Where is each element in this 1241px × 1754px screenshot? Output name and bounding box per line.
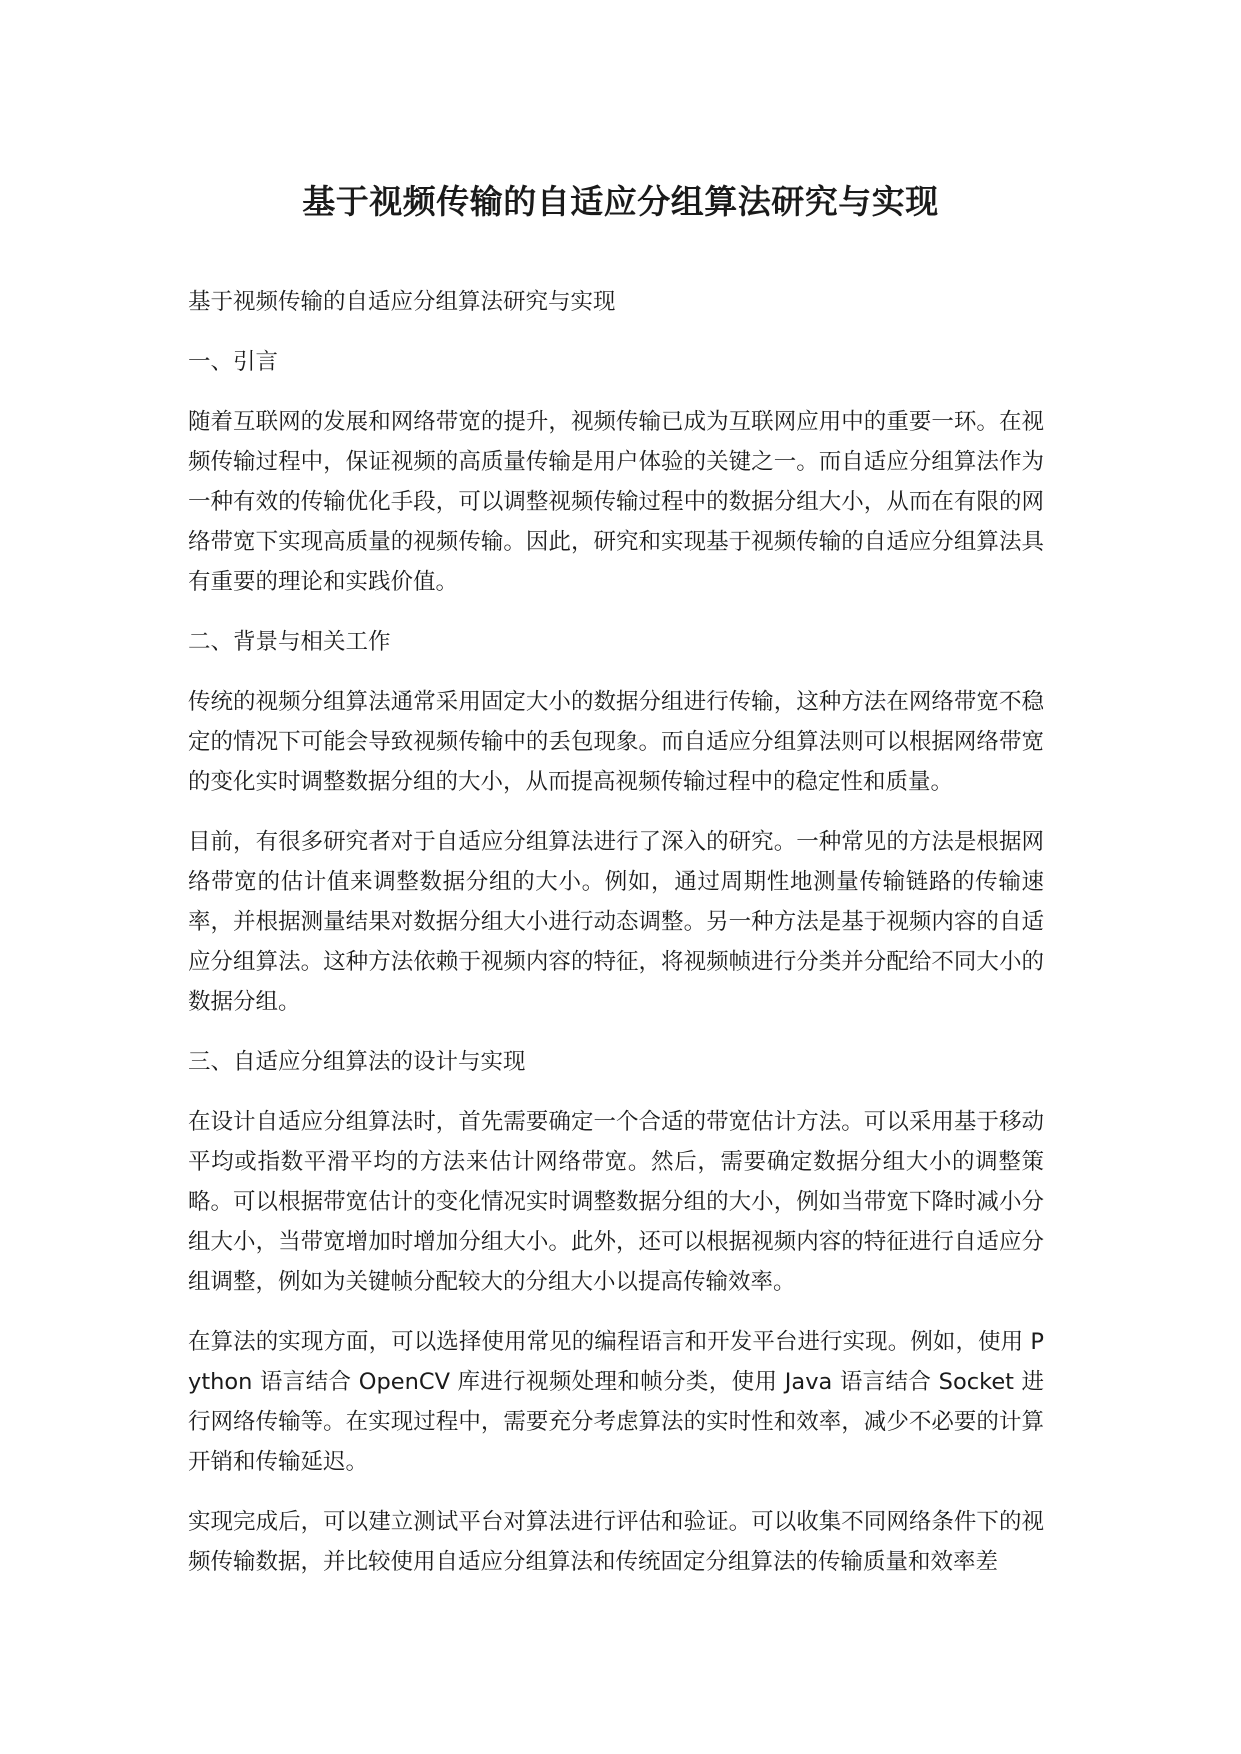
paragraph: 实现完成后，可以建立测试平台对算法进行评估和验证。可以收集不同网络条件下的视频传输数据，并比较使用自适应分组算法和传统固定分组算法的传输质量和效率差 (188, 1509, 1044, 1575)
document-body (188, 282, 1044, 1602)
paragraph: 在算法的实现方面，可以选择使用常见的编程语言和开发平台进行实现。例如，使用 Python 语言结合 OpenCV 库进行视频处理和帧分类，使用 Java 语言结合 Socket 进行网络传输等。在实现过程中，需要充分考虑算法的实时性和效率，减少不必要的计算开销和传输延迟。 (188, 1329, 1044, 1475)
section-heading-introduction: 一、引言 (188, 349, 279, 375)
paragraph: 随着互联网的发展和网络带宽的提升，视频传输已成为互联网应用中的重要一环。在视频传输过程中，保证视频的高质量传输是用户体验的关键之一。而自适应分组算法作为一种有效的传输优化手段，可以调整视频传输过程中的数据分组大小，从而在有限的网络带宽下实现高质量的视频传输。因此，研究和实现基于视频传输的自适应分组算法具有重要的理论和实践价值。 (188, 409, 1044, 595)
document-title: 基于视频传输的自适应分组算法研究与实现 (302, 182, 939, 221)
paragraph: 传统的视频分组算法通常采用固定大小的数据分组进行传输，这种方法在网络带宽不稳定的情况下可能会导致视频传输中的丢包现象。而自适应分组算法则可以根据网络带宽的变化实时调整数据分组的大小，从而提高视频传输过程中的稳定性和质量。 (188, 689, 1044, 795)
section-heading-background: 二、背景与相关工作 (188, 629, 391, 655)
paragraph: 在设计自适应分组算法时，首先需要确定一个合适的带宽估计方法。可以采用基于移动平均或指数平滑平均的方法来估计网络带宽。然后，需要确定数据分组大小的调整策略。可以根据带宽估计的变化情况实时调整数据分组的大小，例如当带宽下降时减小分组大小，当带宽增加时增加分组大小。此外，还可以根据视频内容的特征进行自适应分组调整，例如为关键帧分配较大的分组大小以提高传输效率。 (188, 1109, 1044, 1295)
paragraph: 目前，有很多研究者对于自适应分组算法进行了深入的研究。一种常见的方法是根据网络带宽的估计值来调整数据分组的大小。例如，通过周期性地测量传输链路的传输速率，并根据测量结果对数据分组大小进行动态调整。另一种方法是基于视频内容的自适应分组算法。这种方法依赖于视频内容的特征，将视频帧进行分类并分配给不同大小的数据分组。 (188, 829, 1044, 1015)
document-subtitle: 基于视频传输的自适应分组算法研究与实现 (188, 289, 616, 315)
section-heading-design: 三、自适应分组算法的设计与实现 (188, 1049, 526, 1075)
